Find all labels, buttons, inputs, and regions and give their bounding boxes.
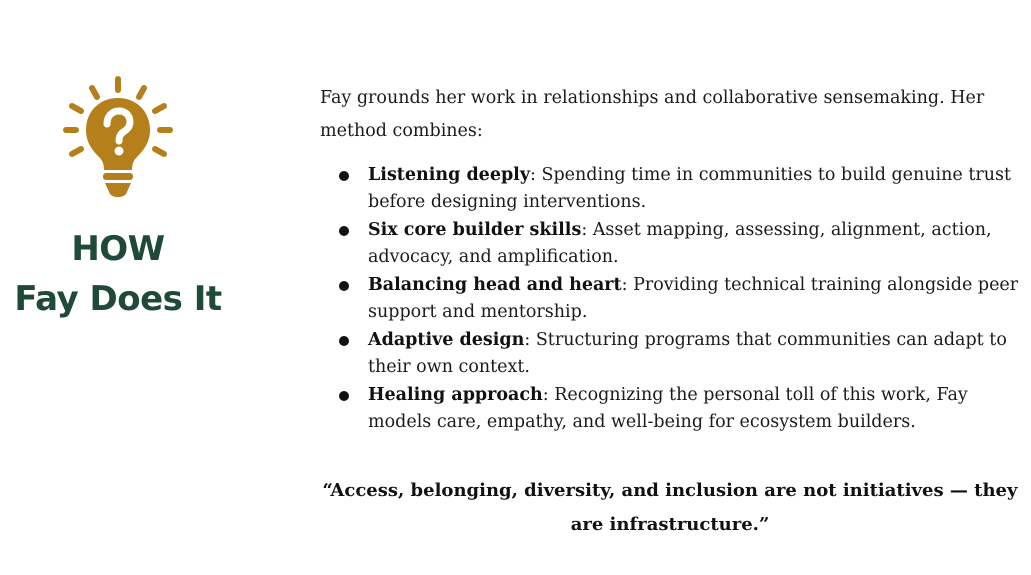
list-item-term: Balancing head and heart <box>368 275 622 295</box>
bullet-dot-icon <box>339 391 349 401</box>
list-item-text: : Recognizing the personal toll of this work, Fay models care, empathy, and well-being for ecosystem builders. <box>368 385 968 432</box>
bullet-dot-icon <box>339 336 349 346</box>
list-item <box>320 327 1020 381</box>
bullet-dot-icon <box>339 281 349 291</box>
list-item-term: Healing approach <box>368 385 543 405</box>
left-panel <box>0 0 240 575</box>
list-item-term: Adaptive design <box>368 330 525 350</box>
pull-quote: “Access, belonging, diversity, and inclusion are not initiatives — they are infrastructure.” <box>322 480 1018 535</box>
intro-paragraph: Fay grounds her work in relationships and collaborative sensemaking. Her method combines: <box>320 88 985 141</box>
list-item-text: : Asset mapping, assessing, alignment, action, advocacy, and amplification. <box>368 220 992 267</box>
list-item-text: : Spending time in communities to build genuine trust before designing interventions. <box>368 165 1012 212</box>
list-item-text: : Providing technical training alongside peer support and mentorship. <box>368 275 1019 322</box>
lightbulb-question-icon <box>62 74 174 198</box>
list-item-text: : Structuring programs that communities can adapt to their own context. <box>368 330 1007 377</box>
method-list <box>320 162 1020 436</box>
list-item-term: Six core builder skills <box>368 220 582 240</box>
bullet-dot-icon <box>339 171 349 181</box>
list-item <box>320 382 1020 436</box>
list-item <box>320 272 1020 326</box>
section-heading-subtitle: Fay Does It <box>14 279 222 319</box>
list-item <box>320 162 1020 216</box>
section-heading-how: HOW <box>71 229 165 269</box>
bullet-dot-icon <box>339 226 349 236</box>
list-item-term: Listening deeply <box>368 165 531 185</box>
list-item <box>320 217 1020 271</box>
method-content <box>320 82 1020 437</box>
